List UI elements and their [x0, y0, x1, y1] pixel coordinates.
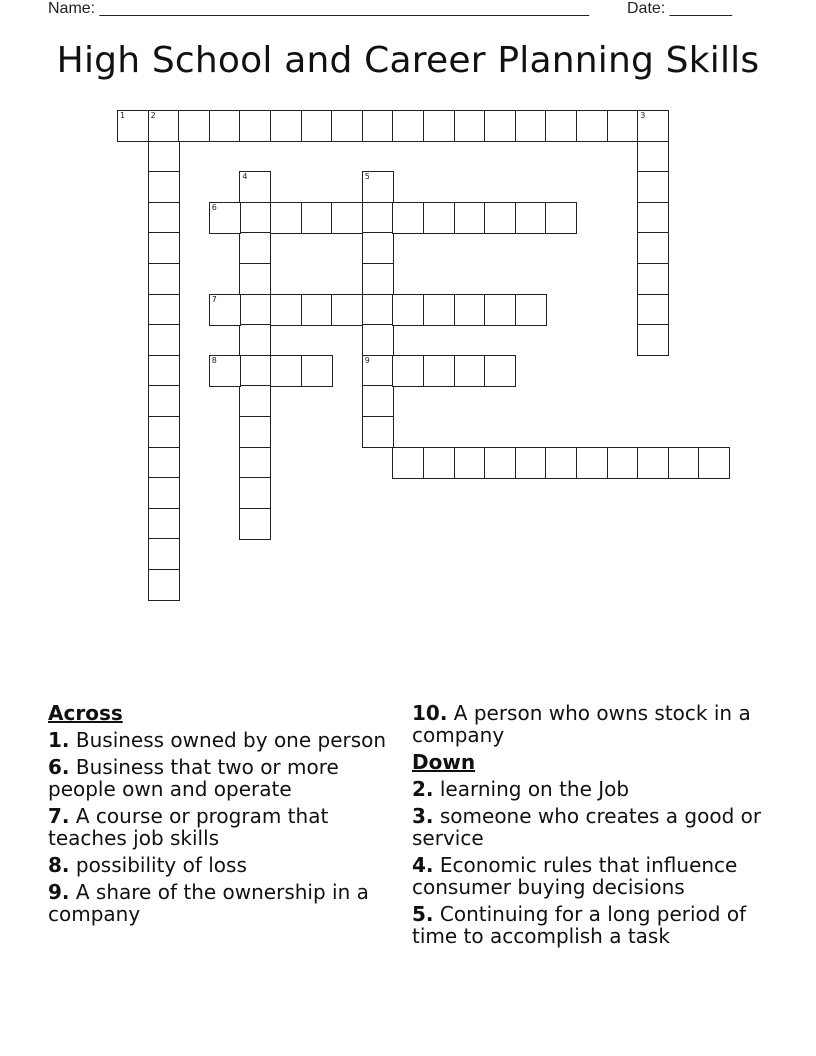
grid-cell[interactable] — [270, 110, 302, 142]
grid-cell[interactable] — [454, 202, 486, 234]
grid-cell[interactable] — [178, 110, 210, 142]
clue-number: 5 — [364, 172, 370, 182]
clue-across-1: 1. Business owned by one person — [48, 728, 387, 752]
grid-cell[interactable] — [239, 294, 271, 326]
grid-cell[interactable] — [423, 447, 455, 479]
grid-cell[interactable] — [637, 171, 669, 203]
grid-cell[interactable] — [392, 202, 424, 234]
grid-cell[interactable] — [545, 110, 577, 142]
clue-number: 9 — [364, 355, 370, 365]
grid-cell[interactable] — [148, 202, 180, 234]
grid-cell[interactable] — [454, 447, 486, 479]
name-line: Name: _______________________________________________________ — [48, 0, 589, 17]
clue-down-4: 4. Economic rules that influence consumer buying decisions — [412, 853, 738, 899]
grid-cell[interactable] — [209, 294, 241, 326]
grid-cell[interactable] — [423, 202, 455, 234]
grid-cell[interactable] — [301, 294, 333, 326]
grid-cell[interactable] — [454, 294, 486, 326]
grid-cell[interactable] — [423, 294, 455, 326]
grid-cell[interactable] — [301, 355, 333, 387]
grid-cell[interactable] — [239, 232, 271, 264]
grid-cell[interactable] — [454, 110, 486, 142]
grid-cell[interactable] — [209, 355, 241, 387]
grid-cell[interactable] — [392, 355, 424, 387]
grid-cell[interactable] — [209, 110, 241, 142]
clues-left-column — [48, 702, 388, 930]
grid-cell[interactable] — [392, 110, 424, 142]
grid-cell[interactable] — [637, 141, 669, 173]
grid-cell[interactable] — [637, 232, 669, 264]
grid-cell[interactable] — [637, 202, 669, 234]
grid-cell[interactable] — [148, 232, 180, 264]
grid-cell[interactable] — [148, 508, 180, 540]
grid-cell[interactable] — [484, 110, 516, 142]
grid-cell[interactable] — [148, 569, 180, 601]
grid-cell[interactable] — [148, 355, 180, 387]
grid-cell[interactable] — [576, 110, 608, 142]
grid-cell[interactable] — [607, 110, 639, 142]
clue-across-10: 10. A person who owns stock in a company — [412, 701, 751, 747]
grid-cell[interactable] — [362, 355, 394, 387]
clue-down-5: 5. Continuing for a long period of time to accomplish a task — [412, 902, 747, 948]
grid-cell[interactable] — [362, 385, 394, 417]
grid-cell[interactable] — [637, 324, 669, 356]
grid-cell[interactable] — [239, 508, 271, 540]
grid-cell[interactable] — [239, 416, 271, 448]
clue-down-3: 3. someone who creates a good or service — [412, 804, 762, 850]
date-line: Date: _______ — [627, 0, 732, 17]
grid-cell[interactable] — [484, 202, 516, 234]
grid-cell[interactable] — [270, 202, 302, 234]
grid-cell[interactable] — [209, 202, 241, 234]
grid-cell[interactable] — [301, 110, 333, 142]
grid-cell[interactable] — [148, 294, 180, 326]
clues-right-column — [412, 702, 772, 952]
page-title: High School and Career Planning Skills — [56, 40, 760, 81]
grid-cell[interactable] — [484, 294, 516, 326]
grid-cell[interactable] — [239, 355, 271, 387]
grid-cell[interactable] — [148, 110, 180, 142]
grid-cell[interactable] — [362, 416, 394, 448]
grid-cell[interactable] — [301, 202, 333, 234]
grid-cell[interactable] — [148, 385, 180, 417]
clue-number: 3 — [640, 111, 646, 120]
grid-cell[interactable] — [362, 110, 394, 142]
grid-cell[interactable] — [637, 294, 669, 326]
grid-cell[interactable] — [270, 355, 302, 387]
clue-number: 6 — [211, 202, 217, 212]
across-heading: Across — [48, 701, 123, 725]
grid-cell[interactable] — [239, 263, 271, 295]
clue-number: 7 — [211, 294, 217, 304]
grid-cell[interactable] — [515, 110, 547, 142]
grid-cell[interactable] — [668, 447, 700, 479]
grid-cell[interactable] — [148, 538, 180, 570]
grid-cell[interactable] — [331, 110, 363, 142]
grid-cell[interactable] — [607, 447, 639, 479]
grid-cell[interactable] — [545, 447, 577, 479]
clue-across-8: 8. possibility of loss — [48, 853, 247, 877]
grid-cell[interactable] — [239, 385, 271, 417]
grid-cell[interactable] — [362, 294, 394, 326]
grid-cell[interactable] — [239, 171, 271, 203]
grid-cell[interactable] — [362, 263, 394, 295]
clue-across-7: 7. A course or program that teaches job skills — [48, 804, 329, 850]
grid-cell[interactable] — [484, 355, 516, 387]
grid-cell[interactable] — [148, 477, 180, 509]
clue-number: 4 — [242, 172, 248, 182]
grid-cell[interactable] — [331, 202, 363, 234]
down-heading: Down — [412, 750, 476, 774]
grid-cell[interactable] — [331, 294, 363, 326]
grid-cell[interactable] — [239, 324, 271, 356]
grid-cell[interactable] — [515, 202, 547, 234]
grid-cell[interactable] — [423, 355, 455, 387]
grid-cell[interactable] — [392, 294, 424, 326]
grid-cell[interactable] — [637, 263, 669, 295]
grid-cell[interactable] — [239, 110, 271, 142]
grid-cell[interactable] — [362, 171, 394, 203]
grid-cell[interactable] — [148, 263, 180, 295]
grid-cell[interactable] — [148, 447, 180, 479]
grid-cell[interactable] — [484, 447, 516, 479]
grid-cell[interactable] — [148, 141, 180, 173]
clue-number: 2 — [150, 111, 156, 120]
grid-cell[interactable] — [239, 477, 271, 509]
clue-across-6: 6. Business that two or more people own and operate — [48, 755, 339, 801]
grid-cell[interactable] — [148, 416, 180, 448]
grid-cell[interactable] — [239, 447, 271, 479]
grid-cell[interactable] — [698, 447, 730, 479]
grid-cell[interactable] — [637, 447, 669, 479]
grid-cell[interactable] — [576, 447, 608, 479]
clue-number: 1 — [120, 111, 126, 120]
grid-cell[interactable] — [515, 447, 547, 479]
grid-cell[interactable] — [117, 110, 149, 142]
clue-number: 8 — [211, 355, 217, 365]
grid-cell[interactable] — [454, 355, 486, 387]
grid-cell[interactable] — [270, 294, 302, 326]
grid-cell[interactable] — [362, 324, 394, 356]
grid-cell[interactable] — [362, 202, 394, 234]
grid-cell[interactable] — [515, 294, 547, 326]
grid-cell[interactable] — [545, 202, 577, 234]
grid-cell[interactable] — [239, 202, 271, 234]
grid-cell[interactable] — [148, 324, 180, 356]
grid-cell[interactable] — [362, 232, 394, 264]
grid-cell[interactable] — [392, 447, 424, 479]
grid-cell[interactable] — [637, 110, 669, 142]
grid-cell[interactable] — [148, 171, 180, 203]
clue-down-2: 2. learning on the Job — [412, 777, 630, 801]
clue-across-9: 9. A share of the ownership in a company — [48, 880, 369, 926]
grid-cell[interactable] — [423, 110, 455, 142]
